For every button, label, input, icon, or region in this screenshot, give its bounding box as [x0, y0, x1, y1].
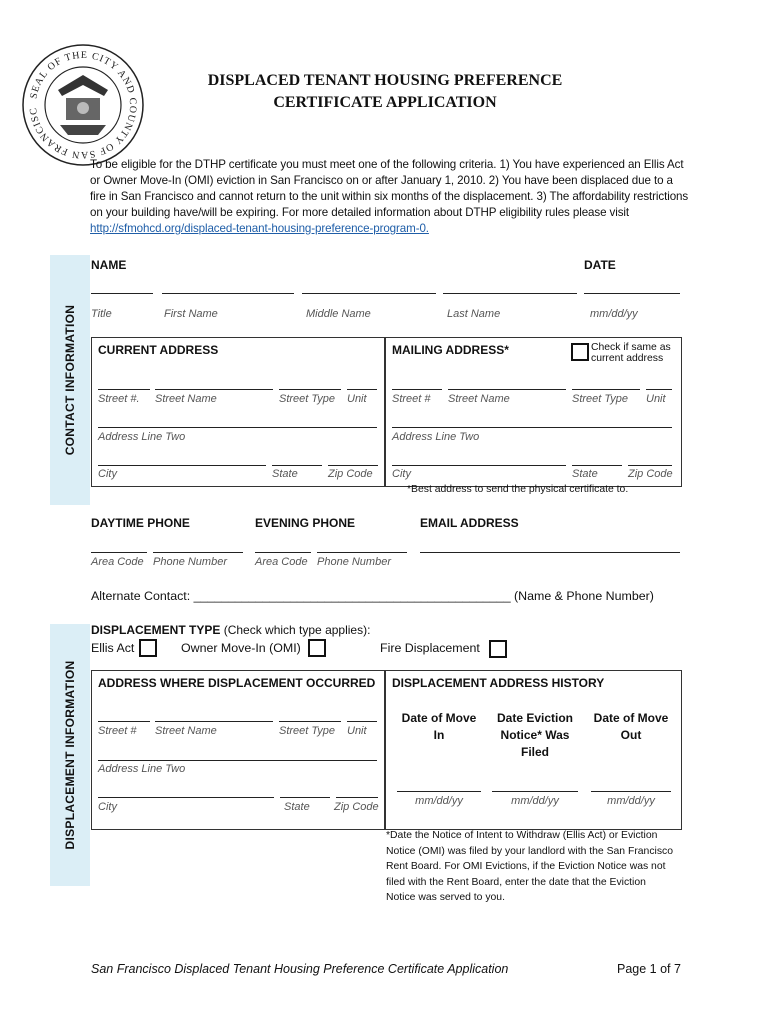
history-col-move-in: Date of Move In — [401, 711, 477, 742]
hint-displacement-street-number: Street # — [98, 725, 137, 737]
hint-displacement-address-line-two: Address Line Two — [98, 763, 186, 775]
title-field[interactable] — [91, 293, 153, 294]
hint-evening-area-code: Area Code — [255, 556, 308, 568]
same-as-current-label — [591, 342, 671, 364]
same-as-current-checkbox[interactable] — [571, 343, 589, 361]
hint-move-out-date: mm/dd/yy — [607, 795, 655, 807]
hint-displacement-unit: Unit — [347, 725, 367, 737]
omi-checkbox[interactable] — [308, 639, 326, 657]
hint-mailing-street-number: Street # — [392, 393, 431, 405]
name-label: NAME — [91, 258, 127, 272]
daytime-area-code-field[interactable] — [91, 552, 147, 553]
current-address-line-two-field[interactable] — [98, 427, 377, 428]
hint-current-state: State — [272, 468, 298, 480]
page-number: Page 1 of 7 — [617, 962, 681, 976]
hint-current-zip: Zip Code — [328, 468, 373, 480]
displacement-information-band — [50, 624, 90, 886]
intro-text: To be eligible for the DTHP certificate you must meet one of the following criteria. 1) You have experienced an Ellis Act or Owner Move-In (OMI) eviction in San Francisco on or after January 1, 2010. 2) You have been displaced due to a fire in San Francisco and cannot return to the unit within six months of the displacement. 3) The affordability restrictions on your building have/will be expiring. For more detailed information about DTHP eligibility rules please visit — [90, 158, 689, 219]
same-as-line-1: Check if same as — [591, 342, 671, 353]
displacement-state-field[interactable] — [280, 797, 330, 798]
hint-displacement-city: City — [98, 801, 117, 813]
history-col-move-out: Date of Move Out — [593, 711, 669, 742]
current-city-field[interactable] — [98, 465, 266, 466]
hint-move-in-date: mm/dd/yy — [415, 795, 463, 807]
displacement-band-label: DISPLACEMENT INFORMATION — [63, 660, 77, 850]
hint-title: Title — [91, 308, 112, 320]
title-line-1: DISPLACED TENANT HOUSING PREFERENCE — [207, 72, 563, 89]
displacement-type-hint: (Check which type applies): — [220, 623, 371, 637]
contact-information-band — [50, 255, 90, 505]
hint-mailing-address-line-two: Address Line Two — [392, 431, 480, 443]
displacement-street-number-field[interactable] — [98, 721, 150, 722]
mailing-street-number-field[interactable] — [392, 389, 442, 390]
option-ellis-act-label: Ellis Act — [91, 641, 135, 655]
email-address-label: EMAIL ADDRESS — [420, 516, 519, 530]
mailing-unit-field[interactable] — [646, 389, 672, 390]
hint-evening-phone-number: Phone Number — [317, 556, 391, 568]
ellis-act-checkbox[interactable] — [139, 639, 157, 657]
mailing-address-line-two-field[interactable] — [392, 427, 672, 428]
daytime-phone-label: DAYTIME PHONE — [91, 516, 190, 530]
same-as-line-2: current address — [591, 353, 664, 364]
mailing-zip-field[interactable] — [628, 465, 672, 466]
move-in-date-field[interactable] — [397, 791, 481, 792]
hint-eviction-notice-date: mm/dd/yy — [511, 795, 559, 807]
date-label: DATE — [584, 258, 616, 272]
current-state-field[interactable] — [272, 465, 322, 466]
mailing-street-type-field[interactable] — [572, 389, 640, 390]
eviction-notice-date-field[interactable] — [492, 791, 578, 792]
history-col-eviction-notice: Date Eviction Notice* Was Filed — [496, 711, 574, 759]
hint-mailing-state: State — [572, 468, 598, 480]
email-address-field[interactable] — [420, 552, 680, 553]
hint-current-street-name: Street Name — [155, 393, 217, 405]
contact-band-label: CONTACT INFORMATION — [63, 304, 77, 456]
seal-text: SEAL OF THE CITY AND COUNTY OF SAN FRANCISC — [27, 49, 139, 161]
hint-mailing-street-type: Street Type — [572, 393, 629, 405]
hint-current-street-type: Street Type — [279, 393, 336, 405]
displacement-history-label: DISPLACEMENT ADDRESS HISTORY — [392, 676, 605, 690]
hint-mailing-street-name: Street Name — [448, 393, 510, 405]
fire-displacement-checkbox[interactable] — [489, 640, 507, 658]
mailing-address-note: *Best address to send the physical certificate to. — [407, 484, 629, 495]
move-out-date-field[interactable] — [591, 791, 671, 792]
hint-first-name: First Name — [164, 308, 218, 320]
mailing-address-label: MAILING ADDRESS* — [392, 343, 509, 357]
hint-daytime-phone-number: Phone Number — [153, 556, 227, 568]
footer-doc-title: San Francisco Displaced Tenant Housing Preference Certificate Application — [91, 962, 509, 976]
last-name-field[interactable] — [443, 293, 577, 294]
hint-mailing-unit: Unit — [646, 393, 666, 405]
current-street-number-field[interactable] — [98, 389, 150, 390]
evening-phone-number-field[interactable] — [317, 552, 407, 553]
displacement-unit-field[interactable] — [347, 721, 377, 722]
alternate-contact-field[interactable]: Alternate Contact: ______________________________________________ (Name & Phone Number) — [91, 589, 654, 603]
displacement-type-heading — [91, 623, 370, 637]
hint-displacement-street-type: Street Type — [279, 725, 336, 737]
hint-displacement-street-name: Street Name — [155, 725, 217, 737]
current-address-label: CURRENT ADDRESS — [98, 343, 219, 357]
displacement-street-name-field[interactable] — [155, 721, 273, 722]
hint-mailing-zip: Zip Code — [628, 468, 673, 480]
option-fire-label: Fire Displacement — [380, 641, 480, 655]
displacement-street-type-field[interactable] — [279, 721, 341, 722]
page-title — [150, 70, 620, 114]
hint-last-name: Last Name — [447, 308, 501, 320]
first-name-field[interactable] — [162, 293, 294, 294]
current-zip-field[interactable] — [328, 465, 378, 466]
displacement-address-line-two-field[interactable] — [98, 760, 377, 761]
current-unit-field[interactable] — [347, 389, 377, 390]
hint-date: mm/dd/yy — [590, 308, 638, 320]
hint-displacement-state: State — [284, 801, 310, 813]
displacement-city-field[interactable] — [98, 797, 274, 798]
date-field[interactable] — [584, 293, 680, 294]
city-seal — [18, 40, 148, 170]
title-line-2: CERTIFICATE APPLICATION — [273, 94, 497, 111]
dthp-info-link[interactable]: http://sfmohcd.org/displaced-tenant-housing-preference-program-0. — [90, 222, 429, 235]
hint-daytime-area-code: Area Code — [91, 556, 144, 568]
displacement-type-label: DISPLACEMENT TYPE — [91, 623, 221, 637]
eviction-notice-footnote: *Date the Notice of Intent to Withdraw (Ellis Act) or Eviction Notice (OMI) was filed by your landlord with the San Francisco Rent Board. For OMI Evictions, if the Eviction Notice was not filed with the Rent Board, enter the date that the Eviction Notice was served to you. — [386, 830, 674, 903]
displacement-zip-field[interactable] — [336, 797, 378, 798]
middle-name-field[interactable] — [302, 293, 436, 294]
eligibility-intro — [90, 157, 690, 237]
option-omi-label: Owner Move-In (OMI) — [181, 641, 301, 655]
mailing-street-name-field[interactable] — [448, 389, 566, 390]
evening-area-code-field[interactable] — [255, 552, 311, 553]
hint-displacement-zip: Zip Code — [334, 801, 379, 813]
evening-phone-label: EVENING PHONE — [255, 516, 356, 530]
daytime-phone-number-field[interactable] — [153, 552, 243, 553]
mailing-state-field[interactable] — [572, 465, 622, 466]
hint-mailing-city: City — [392, 468, 411, 480]
hint-current-unit: Unit — [347, 393, 367, 405]
current-street-name-field[interactable] — [155, 389, 273, 390]
hint-current-street-number: Street #. — [98, 393, 140, 405]
hint-middle-name: Middle Name — [306, 308, 371, 320]
hint-current-city: City — [98, 468, 117, 480]
mailing-city-field[interactable] — [392, 465, 566, 466]
hint-current-address-line-two: Address Line Two — [98, 431, 186, 443]
displacement-address-label: ADDRESS WHERE DISPLACEMENT OCCURRED — [98, 676, 376, 690]
current-street-type-field[interactable] — [279, 389, 341, 390]
